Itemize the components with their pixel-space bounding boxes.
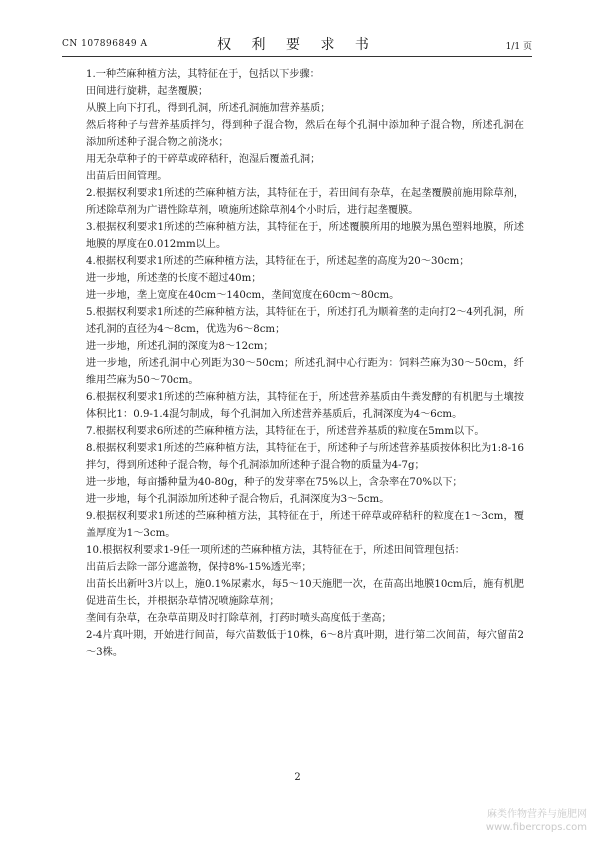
header-divider	[62, 56, 532, 57]
page-header	[62, 30, 532, 56]
claim-5-detail: 进一步地，所述孔洞中心列距为30～50cm；所述孔洞中心行距为：饲料苎麻为30～50cm，纤维用苎麻为50～70cm。	[86, 358, 524, 386]
claim-4-detail: 进一步地，所述垄的长度不超过40m；	[86, 273, 262, 284]
publication-number: CN 107896849 A	[62, 39, 148, 49]
claim-10-detail: 2-4片真叶期，开始进行间苗，每穴苗数低于10株，6～8片真叶期，进行第二次间苗，每穴留苗2～3株。	[86, 630, 524, 658]
claim-10: 10.根据权利要求1-9任一项所述的苎麻种植方法，其特征在于，所述田间管理包括：	[86, 545, 465, 556]
claim-1-step: 然后将种子与营养基质拌匀，得到种子混合物，然后在每个孔洞中添加种子混合物，所述孔洞在添加所述种子混合物之前浇水；	[86, 120, 524, 148]
claim-1-step: 用无杂草种子的干碎草或碎秸秆，泡湿后覆盖孔洞；	[86, 154, 321, 165]
claim-10-detail: 垄间有杂草，在杂草苗期及时打除草剂，打药时喷头高度低于垄高；	[86, 613, 392, 624]
claim-7: 7.根据权利要求6所述的苎麻种植方法，其特征在于，所述营养基质的粒度在5mm以下。	[86, 426, 485, 437]
claim-1-step: 从膜上向下打孔，得到孔洞，所述孔洞施加营养基质；	[86, 103, 331, 114]
claim-8-detail: 进一步地，每亩播种量为40-80g，种子的发芽率在75%以上，含杂率在70%以下；	[86, 477, 463, 488]
claim-1-step: 田间进行旋耕，起垄覆膜；	[86, 86, 209, 97]
claim-10-detail: 出苗后去除一部分遮盖物，保持8%-15%透光率；	[86, 562, 312, 573]
page-number: 2	[294, 772, 301, 783]
claim-8: 8.根据权利要求1所述的苎麻种植方法，其特征在于，所述种子与所述营养基质按体积比为1:8-16拌匀，得到所述种子混合物，每个孔洞添加所述种子混合物的质量为4-7g；	[86, 443, 524, 471]
claim-5: 5.根据权利要求1所述的苎麻种植方法，其特征在于，所述打孔为顺着垄的走向打2～4列孔洞，所述孔洞的直径为4～8cm，优选为6～8cm；	[86, 307, 524, 335]
claim-8-detail: 进一步地，每个孔洞添加所述种子混合物后，孔洞深度为3～5cm。	[86, 494, 390, 505]
claim-5-detail: 进一步地，所述孔洞的深度为8～12cm；	[86, 341, 274, 352]
page-indicator: 1/1 页	[505, 42, 532, 52]
claim-4-detail: 进一步地，垄上宽度在40cm～140cm，垄间宽度在60cm～80cm。	[86, 290, 400, 301]
claim-3: 3.根据权利要求1所述的苎麻种植方法，其特征在于，所述覆膜所用的地膜为黑色塑料地膜，所述地膜的厚度在0.012mm以上。	[86, 222, 524, 250]
claims-body	[86, 66, 524, 661]
watermark-site-name: 麻类作物营养与施肥网	[487, 809, 587, 820]
watermark	[486, 808, 587, 834]
document-title: 权 利 要 求 书	[217, 37, 377, 53]
claim-1-preamble: 1.一种苎麻种植方法，其特征在于，包括以下步骤：	[86, 69, 320, 80]
claim-9: 9.根据权利要求1所述的苎麻种植方法，其特征在于，所述干碎草或碎秸秆的粒度在1～3cm，覆盖厚度为1～3cm。	[86, 511, 524, 539]
claim-4: 4.根据权利要求1所述的苎麻种植方法，其特征在于，所述起垄的高度为20～30cm；	[86, 256, 470, 267]
claim-10-detail: 出苗长出新叶3片以上，施0.1%尿素水，每5～10天施肥一次，在苗高出地膜10cm后，施有机肥促进苗生长，并根据杂草情况喷施除草剂；	[86, 579, 524, 607]
watermark-url: www.fibercrops.com	[485, 822, 587, 833]
claim-6: 6.根据权利要求1所述的苎麻种植方法，其特征在于，所述营养基质由牛粪发酵的有机肥与土壤按体积比1：0.9-1.4混匀制成，每个孔洞加入所述营养基质后，孔洞深度为4～6cm。	[86, 392, 524, 420]
claim-1-step: 出苗后田间管理。	[86, 171, 168, 182]
claim-2: 2.根据权利要求1所述的苎麻种植方法，其特征在于，若田间有杂草，在起垄覆膜前施用除草剂，所述除草剂为广谱性除草剂，喷施所述除草剂4个小时后，进行起垄覆膜。	[86, 188, 524, 216]
